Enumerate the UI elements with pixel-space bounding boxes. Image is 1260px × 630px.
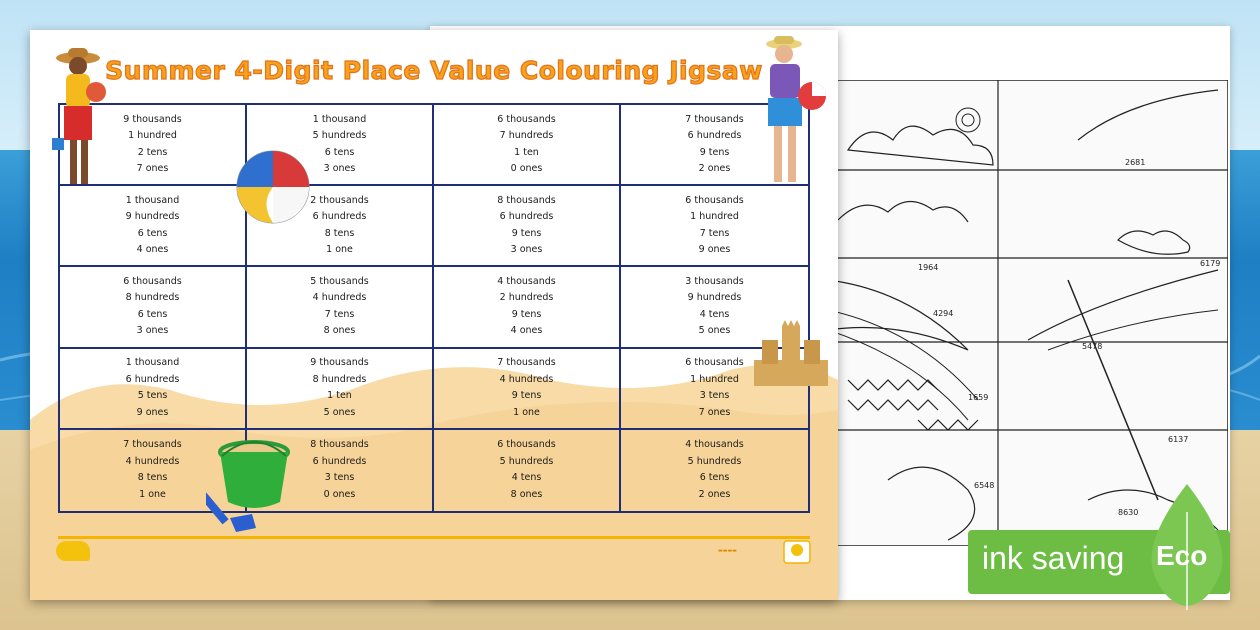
place-value-line: 5 tens	[137, 390, 168, 402]
piece-number: 1659	[968, 393, 989, 402]
place-value-line: 3 tens	[324, 472, 355, 484]
place-value-line: 6 thousands	[497, 113, 556, 125]
place-value-line: 7 thousands	[123, 439, 182, 451]
place-value-line: 6 hundreds	[312, 455, 367, 467]
place-value-line: 1 thousand	[312, 113, 367, 125]
place-value-cell	[60, 267, 247, 348]
place-value-cell	[60, 349, 247, 430]
place-value-line: 7 ones	[136, 163, 169, 175]
place-value-cell	[434, 186, 621, 267]
place-value-line: 5 hundreds	[312, 130, 367, 142]
piece-number: 8630	[1118, 508, 1139, 517]
place-value-line: 1 one	[513, 406, 540, 418]
place-value-line: 1 hundred	[690, 373, 739, 385]
place-value-line: 1 thousand	[125, 194, 180, 206]
place-value-line: 6 thousands	[685, 357, 744, 369]
place-value-line: 6 hundreds	[499, 211, 554, 223]
place-value-line: 5 thousands	[310, 275, 369, 287]
place-value-line: 7 tens	[324, 308, 355, 320]
place-value-line: 2 hundreds	[499, 292, 554, 304]
place-value-line: 7 hundreds	[499, 130, 554, 142]
place-value-line: 1 ten	[327, 390, 352, 402]
place-value-line: 3 ones	[323, 163, 356, 175]
place-value-line: 2 thousands	[310, 194, 369, 206]
place-value-cell	[621, 430, 808, 511]
place-value-line: 9 ones	[136, 406, 169, 418]
footer-divider	[58, 536, 810, 539]
place-value-line: 1 ten	[514, 146, 539, 158]
place-value-line: 5 hundreds	[499, 455, 554, 467]
place-value-line: 8 thousands	[497, 194, 556, 206]
place-value-line: 6 tens	[699, 472, 730, 484]
piece-number: 4294	[933, 309, 954, 318]
place-value-worksheet	[30, 30, 838, 600]
place-value-line: 4 tens	[699, 308, 730, 320]
place-value-line: 8 ones	[510, 488, 543, 500]
piece-number: 2681	[1125, 158, 1146, 167]
place-value-line: 4 thousands	[685, 439, 744, 451]
place-value-line: 6 hundreds	[687, 130, 742, 142]
place-value-line: 0 ones	[510, 163, 543, 175]
piece-number: 1964	[918, 263, 939, 272]
place-value-line: 6 hundreds	[312, 211, 367, 223]
footer-link-mark: ▬▬▬▬	[718, 548, 737, 554]
place-value-line: 5 hundreds	[687, 455, 742, 467]
place-value-line: 3 ones	[510, 244, 543, 256]
brand-badge-icon	[782, 539, 812, 565]
place-value-line: 4 hundreds	[312, 292, 367, 304]
page-title: Summer 4-Digit Place Value Colouring Jigsaw	[105, 56, 763, 85]
place-value-line: 9 tens	[699, 146, 730, 158]
place-value-line: 1 hundred	[690, 211, 739, 223]
place-value-line: 9 hundreds	[687, 292, 742, 304]
place-value-line: 9 ones	[698, 244, 731, 256]
place-value-line: 9 thousands	[123, 113, 182, 125]
place-value-cell	[247, 349, 434, 430]
place-value-line: 9 tens	[511, 308, 542, 320]
place-value-line: 2 ones	[698, 163, 731, 175]
place-value-line: 7 thousands	[685, 113, 744, 125]
place-value-line: 9 tens	[511, 390, 542, 402]
place-value-grid	[58, 103, 810, 513]
place-value-line: 6 tens	[137, 227, 168, 239]
place-value-line: 3 tens	[699, 390, 730, 402]
place-value-line: 1 one	[139, 488, 166, 500]
place-value-cell	[247, 267, 434, 348]
place-value-line: 6 hundreds	[125, 373, 180, 385]
place-value-cell	[434, 430, 621, 511]
sandcastle-icon	[750, 316, 832, 390]
piece-number: 5478	[1082, 342, 1103, 351]
place-value-line: 5 ones	[323, 406, 356, 418]
place-value-line: 8 hundreds	[125, 292, 180, 304]
place-value-line: 8 tens	[137, 472, 168, 484]
place-value-cell	[60, 186, 247, 267]
place-value-line: 9 tens	[511, 227, 542, 239]
place-value-line: 8 hundreds	[312, 373, 367, 385]
place-value-line: 4 ones	[510, 325, 543, 337]
place-value-line: 6 thousands	[123, 275, 182, 287]
girl-with-ball-icon	[48, 46, 110, 196]
place-value-line: 4 thousands	[497, 275, 556, 287]
place-value-line: 1 thousand	[125, 357, 180, 369]
place-value-line: 7 tens	[699, 227, 730, 239]
place-value-line: 3 thousands	[685, 275, 744, 287]
place-value-cell	[621, 186, 808, 267]
place-value-line: 2 ones	[698, 488, 731, 500]
piece-number: 6179	[1200, 259, 1221, 268]
ink-saving-label: ink saving	[982, 540, 1125, 576]
place-value-cell	[434, 105, 621, 186]
place-value-cell	[434, 349, 621, 430]
place-value-line: 9 hundreds	[125, 211, 180, 223]
place-value-line: 1 hundred	[128, 130, 177, 142]
place-value-line: 7 thousands	[497, 357, 556, 369]
place-value-line: 8 ones	[323, 325, 356, 337]
place-value-line: 0 ones	[323, 488, 356, 500]
place-value-line: 4 hundreds	[125, 455, 180, 467]
place-value-line: 5 ones	[698, 325, 731, 337]
bucket-and-spade-icon	[206, 438, 296, 534]
place-value-line: 6 thousands	[497, 439, 556, 451]
piece-number: 6137	[1168, 435, 1189, 444]
place-value-line: 4 ones	[136, 244, 169, 256]
place-value-line: 6 tens	[137, 308, 168, 320]
place-value-line: 3 ones	[136, 325, 169, 337]
place-value-line: 6 thousands	[685, 194, 744, 206]
piece-number: 6548	[974, 481, 995, 490]
place-value-line: 1 one	[326, 244, 353, 256]
place-value-line: 2 tens	[137, 146, 168, 158]
place-value-line: 7 ones	[698, 406, 731, 418]
place-value-cell	[434, 267, 621, 348]
beach-ball-icon	[230, 148, 316, 226]
place-value-line: 6 tens	[324, 146, 355, 158]
place-value-line: 4 hundreds	[499, 373, 554, 385]
place-value-line: 8 tens	[324, 227, 355, 239]
brand-logo	[56, 541, 90, 561]
boy-with-ball-icon	[754, 34, 834, 190]
eco-label: Eco	[1156, 540, 1208, 571]
place-value-line: 8 thousands	[310, 439, 369, 451]
place-value-line: 9 thousands	[310, 357, 369, 369]
jigsaw-picture	[828, 80, 1228, 546]
place-value-line: 4 tens	[511, 472, 542, 484]
